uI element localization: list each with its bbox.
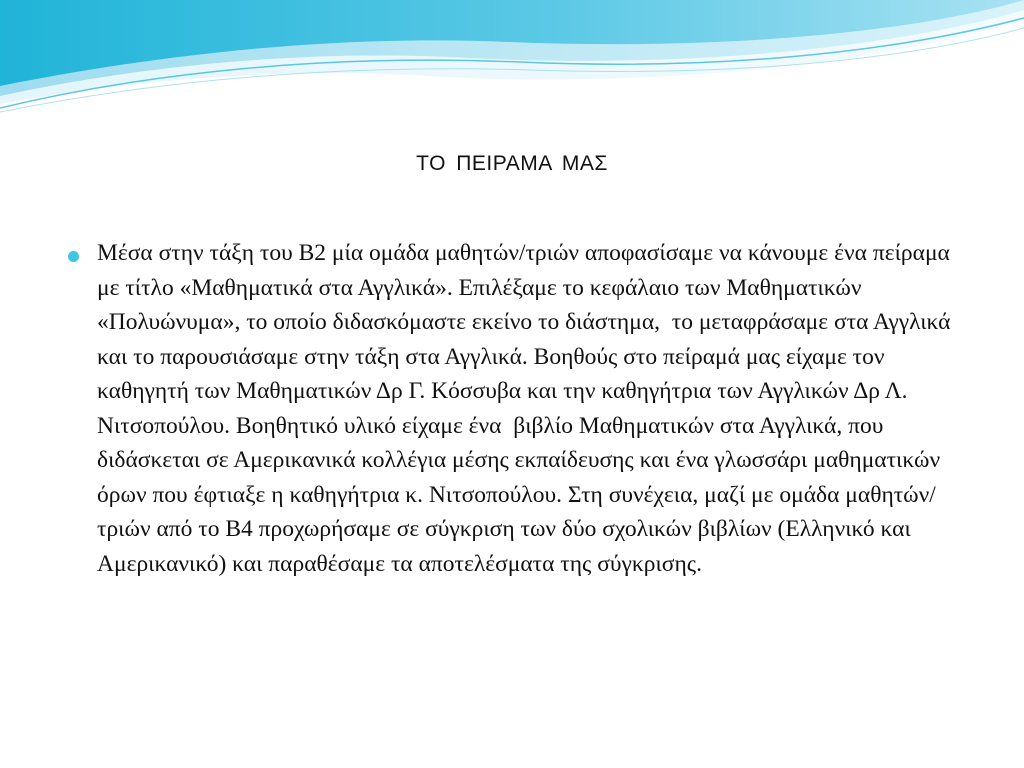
slide-body [64, 236, 964, 581]
slide-title: ΤΟ ΠΕΙΡΑΜΑ ΜΑΣ [416, 152, 608, 175]
header-wave-decoration [0, 0, 1024, 120]
bullet-item [64, 236, 964, 581]
bullet-text: Μέσα στην τάξη του Β2 μία ομάδα μαθητών/τριών αποφασίσαμε να κάνουμε ένα πείραμα με τίτλο «Μαθηματικά στα Αγγλικά». Επιλέξαμε το κεφάλαιο των Μαθηματικών «Πολυώνυμα», το οποίο διδασκόμαστε εκείνο το διάστημα, το μεταφράσαμε στα Αγγλικά και το παρουσιάσαμε στην τάξη στα Αγγλικά. Βοηθούς στο πείραμά μας είχαμε τον καθηγητή των Μαθηματικών Δρ Γ. Κόσσυβα και την καθηγήτρια των Αγγλικών Δρ Λ. Νιτσοπούλου. Βοηθητικό υλικό είχαμε ένα βιβλίο Μαθηματικών στα Αγγλικά, που διδάσκεται σε Αμερικανικά κολλέγια μέσης εκπαίδευσης και ένα γλωσσάρι μαθηματικών όρων που έφτιαξε η καθηγήτρια κ. Νιτσοπούλου. Στη συνέχεια, μαζί με ομάδα μαθητών/τριών από το Β4 προχωρήσαμε σε σύγκριση των δύο σχολικών βιβλίων (Ελληνικό και Αμερικανικό) και παραθέσαμε τα αποτελέσματα της σύγκρισης. [97, 240, 957, 577]
bullet-dot-icon [68, 251, 79, 262]
